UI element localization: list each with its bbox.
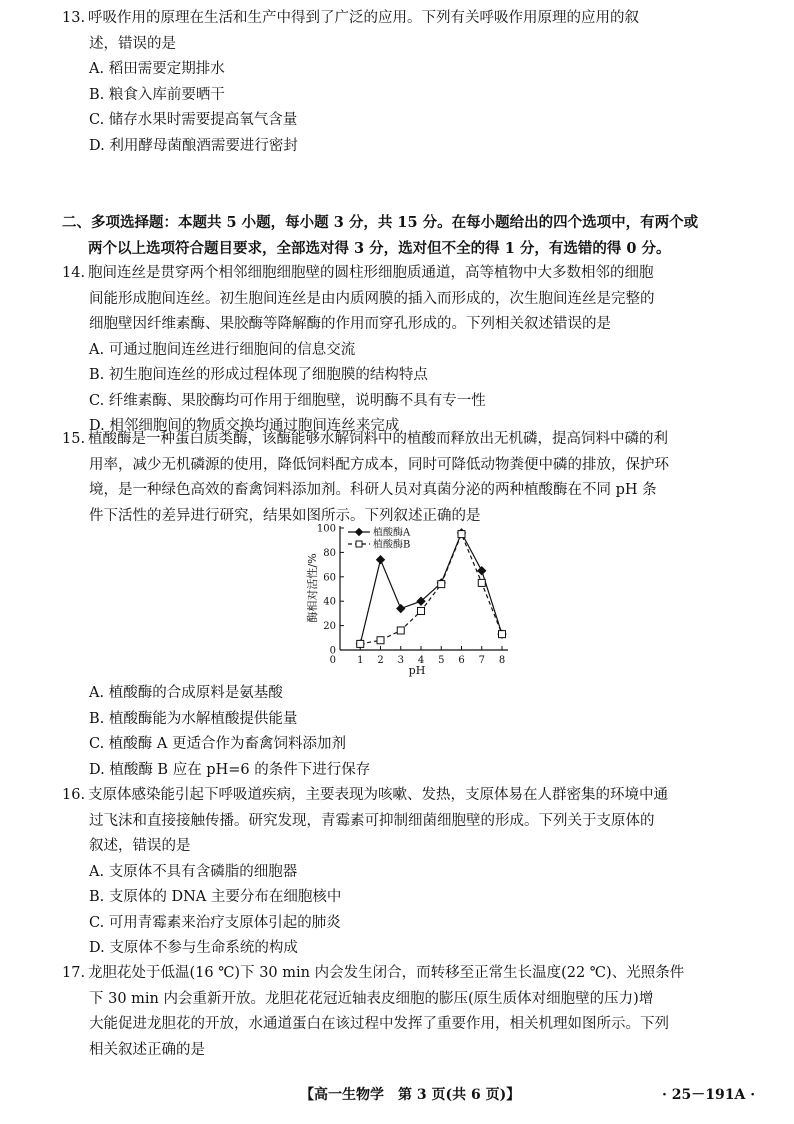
stem-line: 胞间连丝是贯穿两个相邻细胞细胞壁的圆柱形细胞质通道，高等植物中大多数相邻的细胞	[88, 265, 654, 281]
option-c: C. 储存水果时需要提高氧气含量	[89, 112, 298, 128]
question-15	[62, 427, 742, 529]
question-number: 17.	[62, 965, 86, 981]
stem-line: 龙胆花处于低温(16 ℃)下 30 min 内会发生闭合，而转移至正常生长温度(22 ℃)、光照条件	[88, 965, 685, 981]
option-c: C. 植酸酶 A 更适合作为畜禽饲料添加剂	[89, 736, 346, 752]
question-15-options	[62, 681, 742, 783]
question-17	[62, 961, 742, 1063]
stem-line: 间能形成胞间连丝。初生胞间连丝是由内质网膜的插入而形成的，次生胞间连丝是完整的	[89, 290, 655, 307]
question-stem	[62, 427, 742, 453]
option-b: B. 初生胞间连丝的形成过程体现了细胞膜的结构特点	[89, 367, 428, 383]
x-tick-label: 7	[478, 655, 485, 666]
enzyme-activity-chart	[300, 522, 520, 682]
stem-line: 细胞壁因纤维素酶、果胶酶等降解酶的作用而穿孔形成的。下列相关叙述错误的是	[89, 316, 611, 332]
data-point-diamond	[397, 605, 405, 613]
option-b: B. 植酸酶能为水解植酸提供能量	[89, 710, 298, 727]
stem-line: 用率，减少无机磷源的使用，降低饲料配方成本，同时可降低动物粪便中磷的排放，保护环	[89, 456, 669, 473]
x-tick-label: 0	[329, 655, 336, 666]
data-point-square	[357, 640, 364, 647]
option-c: C. 纤维素酶、果胶酶均可作用于细胞壁，说明酶不具有专一性	[89, 392, 486, 409]
stem-line: 大能促进龙胆花的开放，水通道蛋白在该过程中发挥了重要作用，相关机理如图所示。下列	[89, 1016, 669, 1032]
option-d: D. 利用酵母菌酿酒需要进行密封	[89, 137, 298, 154]
stem-line: 呼吸作用的原理在生活和生产中得到了广泛的应用。下列有关呼吸作用原理的应用的叙	[88, 10, 639, 26]
data-point-square	[418, 607, 425, 614]
y-axis-label: 酶相对活性/%	[306, 553, 319, 623]
x-tick-label: 2	[377, 655, 384, 666]
data-point-square	[377, 637, 384, 644]
stem-line: 件下活性的差异进行研究，结果如图所示。下列叙述正确的是	[89, 507, 481, 524]
series-line-b	[360, 534, 502, 644]
data-point-square	[438, 581, 445, 588]
stem-line: 境，是一种绿色高效的畜禽饲料添加剂。科研人员对真菌分泌的两种植酸酶在不同 pH 条	[89, 482, 657, 498]
section-line: 二、多项选择题：本题共 5 小题，每小题 3 分，共 15 分。在每小题给出的四个选项中，有两个或	[62, 214, 699, 231]
question-number: 16.	[62, 787, 86, 803]
y-tick-label: 60	[323, 572, 336, 584]
question-stem	[62, 783, 742, 809]
chart-ticks	[317, 524, 505, 667]
x-tick-label: 5	[438, 655, 445, 666]
section-header-multiple-choice	[62, 210, 746, 261]
question-14	[62, 261, 742, 440]
option-d: D. 相邻细胞间的物质交换均通过胞间连丝来完成	[89, 418, 400, 434]
data-point-diamond	[377, 556, 385, 564]
stem-line: 过飞沫和直接接触传播。研究发现，青霉素可抑制细菌细胞壁的形成。下列关于支原体的	[89, 812, 655, 829]
y-tick-label: 80	[323, 547, 336, 559]
option-c: C. 可用青霉素来治疗支原体引起的肺炎	[89, 914, 341, 931]
stem-line: 支原体感染能引起下呼吸道疾病，主要表现为咳嗽、发热，支原体易在人群密集的环境中通	[88, 787, 668, 803]
option-a: A. 植酸酶的合成原料是氨基酸	[89, 685, 283, 701]
x-axis-label: pH	[408, 664, 426, 677]
question-13	[62, 6, 742, 159]
stem-line: 叙述，错误的是	[89, 838, 191, 854]
stem-line: 植酸酶是一种蛋白质类酶，该酶能够水解饲料中的植酸而释放出无机磷，提高饲料中磷的利	[88, 431, 668, 447]
option-b: B. 粮食入库前要晒干	[89, 86, 225, 103]
option-d: D. 支原体不参与生命系统的构成	[89, 940, 298, 956]
x-tick-label: 4	[417, 655, 425, 666]
question-number: 15.	[62, 431, 86, 447]
stem-line: 下 30 min 内会重新开放。龙胆花花冠近轴表皮细胞的膨压(原生质体对细胞壁的压力)增	[89, 990, 654, 1007]
data-point-square	[478, 579, 485, 586]
legend-label: 植酸酶A	[373, 527, 411, 539]
y-tick-label: 20	[323, 621, 336, 633]
question-16	[62, 783, 742, 962]
section-line: 两个以上选项符合题目要求，全部选对得 3 分，选对但不全的得 1 分，有选错的得 0 分。	[88, 239, 671, 257]
y-tick-label: 0	[329, 645, 336, 657]
data-point-diamond	[356, 529, 363, 536]
x-tick-label: 3	[397, 655, 404, 666]
stem-line: 相关叙述正确的是	[89, 1041, 205, 1058]
option-a: A. 稻田需要定期排水	[89, 61, 225, 77]
option-d: D. 植酸酶 B 应在 pH=6 的条件下进行保存	[89, 761, 371, 778]
x-tick-label: 8	[498, 655, 506, 666]
x-tick-label: 6	[458, 655, 465, 666]
chart-legend	[348, 526, 411, 551]
data-point-square	[397, 627, 404, 634]
question-stem	[62, 6, 742, 32]
stem-line: 述，错误的是	[89, 35, 176, 52]
x-tick-label: 1	[357, 655, 364, 666]
data-point-square	[356, 541, 362, 547]
question-number: 14.	[62, 265, 86, 281]
option-a: A. 支原体不具有含磷脂的细胞器	[89, 863, 298, 880]
data-point-diamond	[478, 567, 486, 575]
y-tick-label: 100	[316, 523, 336, 535]
legend-label: 植酸酶B	[373, 539, 411, 551]
question-number: 13.	[62, 10, 86, 26]
footer-code: · 25－191A ·	[662, 1087, 756, 1103]
footer-page-info: 【高一生物学 第 3 页(共 6 页)】	[300, 1087, 521, 1103]
option-b: B. 支原体的 DNA 主要分布在细胞核中	[89, 889, 342, 905]
data-point-square	[458, 531, 465, 538]
question-stem	[62, 261, 742, 287]
y-tick-label: 40	[323, 596, 336, 608]
data-point-square	[499, 631, 506, 638]
option-a: A. 可通过胞间连丝进行细胞间的信息交流	[89, 341, 356, 358]
question-stem	[62, 961, 742, 987]
